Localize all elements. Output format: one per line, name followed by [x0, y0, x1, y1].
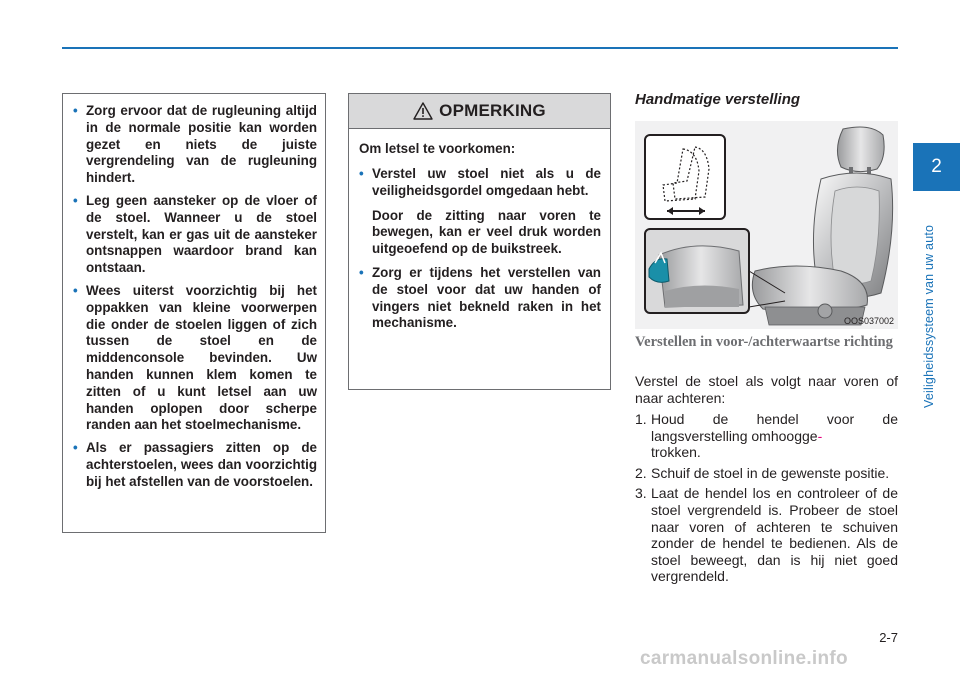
watermark: carmanualsonline.info — [640, 648, 848, 669]
chapter-label: Veiligheidssysteem van uw auto — [922, 224, 936, 408]
notice-item-text: Zorg er tijdens het verstellen van de stoel voor dat uw handen of vingers niet bekneld raken in het mechanisme. — [372, 264, 601, 331]
warning-list — [63, 94, 325, 491]
step-hyphen: - — [817, 427, 823, 444]
step-text: Houd de hendel voor de langsverstelling omhoogge — [651, 411, 898, 444]
warning-triangle-icon — [413, 102, 433, 120]
notice-item — [359, 166, 601, 258]
intro-paragraph: Verstel de stoel als volgt naar voren of naar achteren: — [635, 373, 898, 406]
notice-intro: Om letsel te voorkomen: — [359, 141, 516, 156]
warning-box — [62, 93, 326, 533]
step-number: 1. — [635, 411, 647, 427]
notice-item-text: Verstel uw stoel niet als u de veiligheidsgordel omgedaan hebt. — [372, 166, 601, 198]
chapter-tab: 2 — [913, 143, 960, 191]
notice-body — [349, 129, 610, 332]
step-number: 2. — [635, 464, 647, 481]
bullet-icon: • — [73, 282, 78, 298]
bullet-icon: • — [73, 192, 78, 208]
notice-title: OPMERKING — [439, 101, 546, 120]
step-text-cont: trokken. — [651, 444, 701, 461]
step-item — [635, 411, 898, 461]
top-rule — [62, 47, 898, 49]
notice-list — [359, 166, 601, 332]
step-number: 3. — [635, 485, 647, 502]
notice-box — [348, 93, 611, 390]
notice-item-text: Door de zitting naar voren te bewegen, kan er veel druk worden uitgeoefend op de buikstreek. — [372, 207, 601, 257]
bullet-icon: • — [73, 103, 78, 118]
figure-code: OOS037002 — [843, 316, 894, 326]
notice-item — [359, 265, 601, 332]
step-text: Laat de hendel los en controleer of de stoel vergrendeld is. Probeer de stoel naar voren of achteren te schuiven zonder de hendel te bedienen. Als de stoel beweegt, dan is hij niet goed vergrendeld. — [651, 485, 898, 585]
page-number: 2-7 — [879, 630, 898, 645]
subsection-title: Verstellen in voor-/achterwaartse richting — [635, 334, 893, 350]
steps-list — [635, 411, 898, 589]
notice-header — [349, 94, 610, 129]
bullet-icon: • — [359, 166, 364, 181]
seat-illustration — [635, 121, 898, 329]
step-item — [635, 465, 898, 482]
bullet-icon: • — [73, 440, 78, 456]
warning-item: • Wees uiterst voorzichtig bij het oppakken van kleine voorwerpen die onder de stoelen liggen of zich tussen de stoel en de middenconsole bevinden. Uw handen kunnen klem komen te zitten of u kunt letsel aan uw handen oplopen door scherpe randen aan het stoelmechanisme. — [73, 282, 317, 433]
warning-item: • Leg geen aansteker op de vloer of de stoel. Wanneer u de stoel verstelt, kan er gas uit de aansteker ontsnappen waardoor brand kan ontstaan. — [73, 192, 317, 276]
section-title: Handmatige verstelling — [635, 91, 801, 108]
step-text: Schuif de stoel in de gewenste positie. — [651, 464, 890, 481]
bullet-icon: • — [359, 264, 364, 280]
warning-item: • Als er passagiers zitten op de achterstoelen, wees dan voorzichtig bij het afstellen van de voorstoelen. — [73, 440, 317, 489]
step-item — [635, 485, 898, 585]
warning-item: • Zorg ervoor dat de rugleuning altijd in de normale positie kan worden gezet en niets de juiste vergrendeling van de rugleuning hindert. — [73, 103, 317, 186]
seat-image — [635, 121, 898, 329]
